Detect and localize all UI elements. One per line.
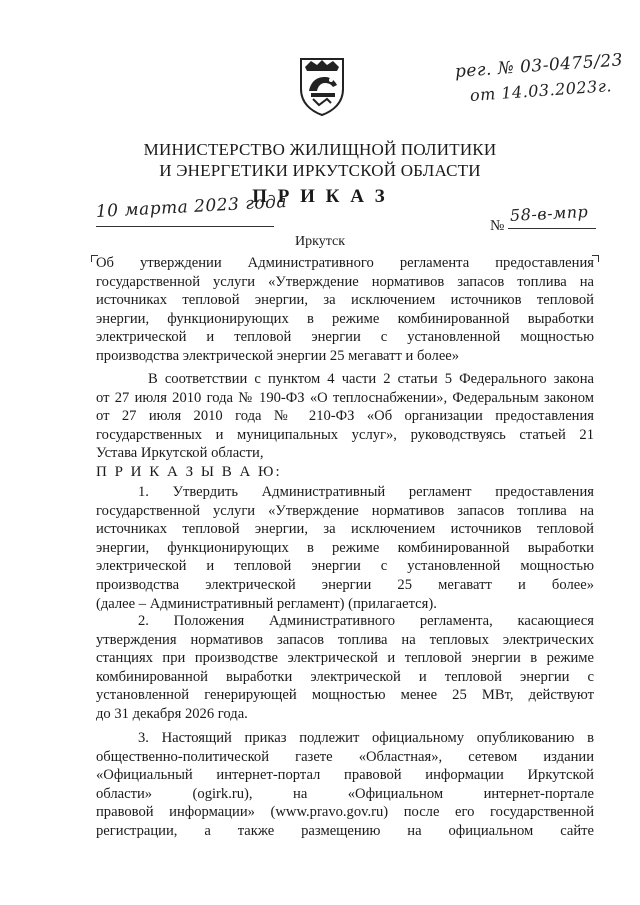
order-word: П Р И К А З Ы В А Ю:: [96, 464, 282, 480]
preamble-line: государственных и муниципальных услуг», руководствуясь статьей 21: [96, 426, 594, 443]
title-line: государственной услуги «Утверждение нормативов запасов топлива на: [96, 273, 594, 290]
item-line: 1. Утвердить Административный регламент предоставления: [138, 484, 594, 500]
registration-number: рег. № 03-0475/23: [454, 50, 624, 82]
item-line: (далее – Административный регламент) (прилагается).: [96, 595, 437, 612]
order-item-3: [96, 729, 594, 841]
item-line: станциях при производстве электрической и тепловой энергии в режиме: [96, 650, 594, 667]
item-line: 3. Настоящий приказ подлежит официальному опубликованию в: [138, 730, 594, 746]
item-line: установленной генерирующей мощностью менее 25 МВт, действуют: [96, 687, 594, 704]
item-line: комбинированной выработки электрической и тепловой энергии с: [96, 668, 594, 685]
preamble-line: Устава Иркутской области,: [96, 445, 264, 462]
preamble-line: В соответствии с пунктом 4 части 2 статьи 5 Федерального закона: [148, 371, 594, 387]
order-item-1: [96, 483, 594, 613]
ministry-name-line1: МИНИСТЕРСТВО ЖИЛИЩНОЙ ПОЛИТИКИ: [143, 140, 497, 159]
ministry-name-line2: И ЭНЕРГЕТИКИ ИРКУТСКОЙ ОБЛАСТИ: [159, 161, 481, 180]
order-title: [96, 254, 594, 366]
title-line: производства электрической энергии 25 мегаватт и более»: [96, 347, 460, 364]
item-line: «Официальный интернет-портал правовой информации Иркутской: [96, 767, 594, 784]
document-type-heading: П Р И К А З: [252, 186, 388, 207]
preamble-line: от 27 июля 2010 года № 210-ФЗ «Об организации предоставления: [96, 408, 594, 425]
order-number: 58-в-мпр: [509, 201, 589, 225]
item-line: области» (ogirk.ru), на «Официальном интернет-портале: [96, 785, 594, 802]
item-line: правовой информации» (www.pravo.gov.ru) после его государственной: [96, 804, 594, 821]
city-name: Иркутск: [294, 234, 346, 249]
item-line: 2. Положения Административного регламента, касающиеся: [138, 613, 594, 629]
number-underline: [508, 228, 596, 229]
item-line: источниках тепловой энергии, за исключением источников тепловой: [96, 521, 594, 538]
item-line: государственной услуги «Утверждение нормативов запасов топлива на: [96, 502, 594, 519]
order-number-label: №: [490, 218, 505, 234]
item-line: энергии, функционирующих в режиме комбинированной выработки: [96, 539, 594, 556]
order-item-2: [96, 612, 594, 724]
title-line: энергии, функционирующих в режиме комбинированной выработки: [96, 310, 594, 327]
preamble-paragraph: [96, 370, 594, 463]
item-line: до 31 декабря 2026 года.: [96, 705, 248, 722]
item-line: производства электрической энергии 25 мегаватт и более»: [96, 576, 594, 593]
coat-of-arms-emblem: [297, 55, 347, 117]
item-line: общественно-политической газете «Областная», сетевом издании: [96, 748, 594, 765]
item-line: электрической и тепловой энергии с установленной мощностью: [96, 558, 594, 575]
item-line: утверждения нормативов запасов топлива на тепловых электрических: [96, 631, 594, 648]
preamble-line: от 27 июля 2010 года № 190-ФЗ «О теплоснабжении», Федеральным законом: [96, 389, 594, 406]
title-line: электрической и тепловой энергии с установленной мощностью: [96, 329, 594, 346]
item-line: регистрации, а также размещению на официальном сайте: [96, 822, 594, 839]
date-underline: [96, 226, 274, 227]
title-line: источниках тепловой энергии, за исключением источников тепловой: [96, 292, 594, 309]
order-date: 10 марта 2023 года: [95, 192, 288, 222]
registration-date: от 14.03.2023г.: [469, 76, 613, 105]
title-line: Об утверждении Административного регламента предоставления: [96, 255, 594, 271]
